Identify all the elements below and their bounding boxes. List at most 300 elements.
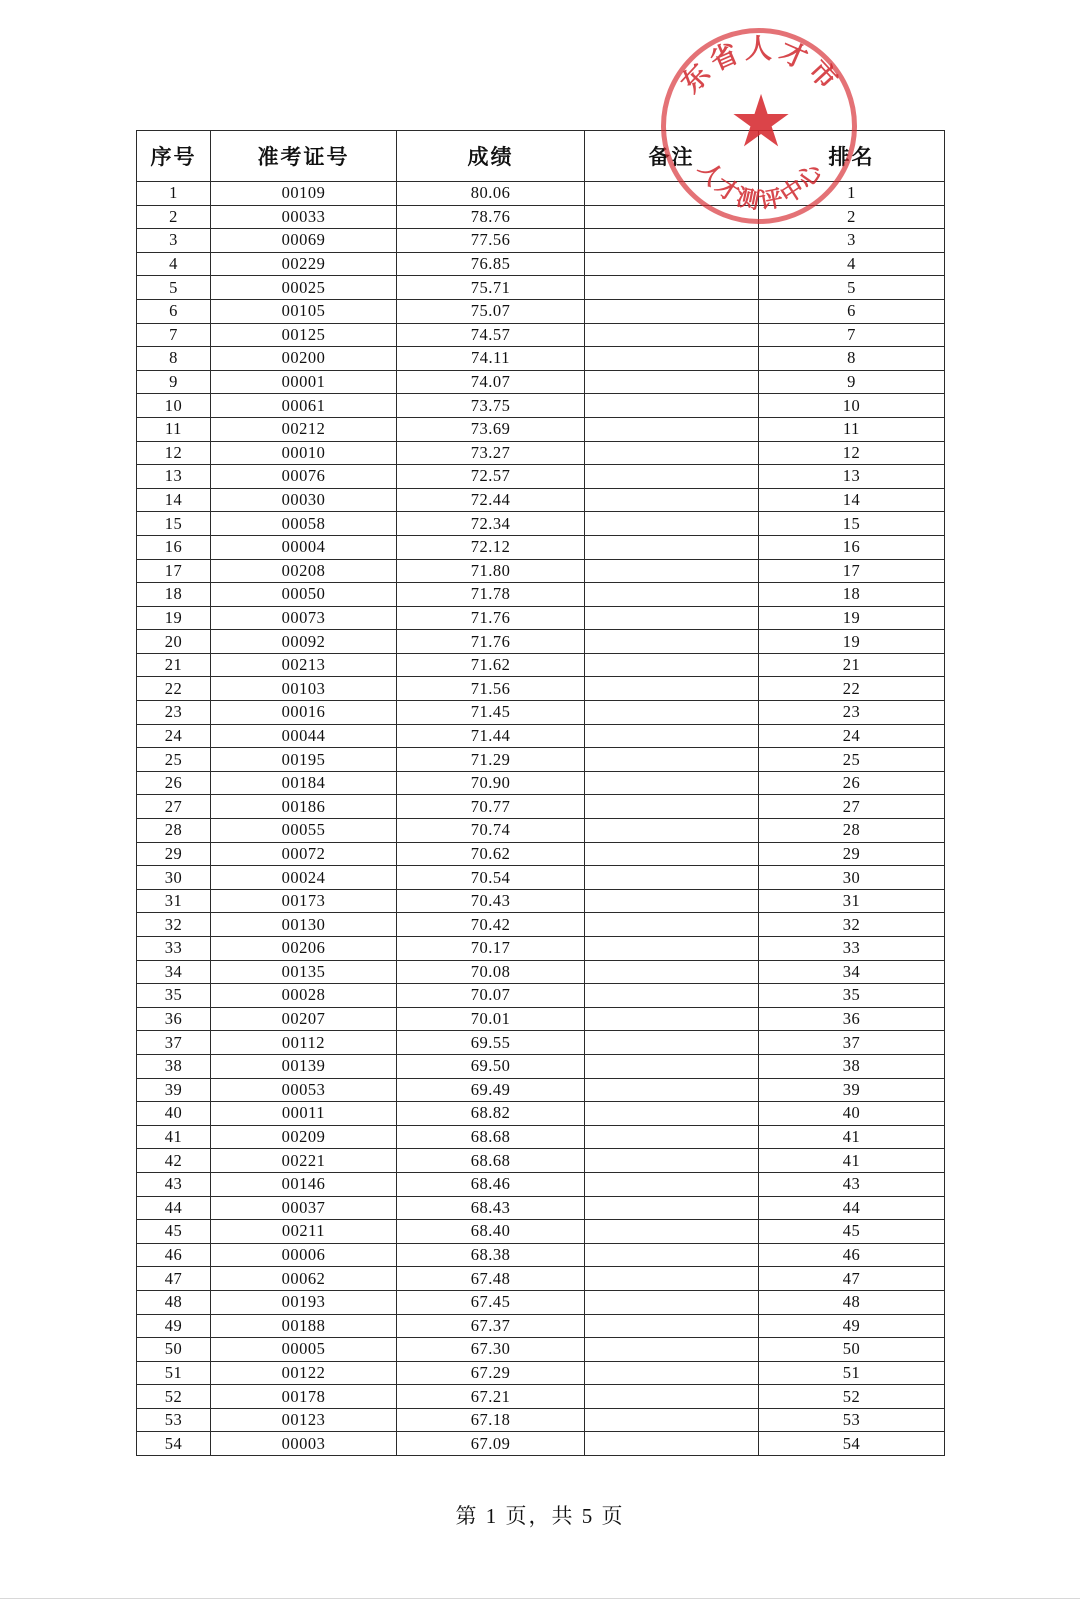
table-row [137, 1125, 945, 1149]
table-row [137, 488, 945, 512]
cell-index: 52 [137, 1385, 211, 1409]
seal-star-icon: ★ [728, 82, 794, 163]
cell-admission-number: 00005 [211, 1338, 397, 1362]
svg-text:人才测评中心: 人才测评中心 [693, 156, 829, 215]
cell-admission-number: 00050 [211, 583, 397, 607]
cell-admission-number: 00058 [211, 512, 397, 536]
table-row [137, 630, 945, 654]
cell-remark [585, 1267, 759, 1291]
cell-rank: 23 [759, 701, 945, 725]
cell-remark [585, 323, 759, 347]
column-header-index: 序号 [137, 131, 211, 182]
table-row [137, 465, 945, 489]
cell-score: 68.82 [397, 1102, 585, 1126]
table-row [137, 748, 945, 772]
cell-index: 36 [137, 1007, 211, 1031]
table-row [137, 417, 945, 441]
cell-rank: 53 [759, 1408, 945, 1432]
cell-remark [585, 984, 759, 1008]
table-row [137, 771, 945, 795]
cell-rank: 7 [759, 323, 945, 347]
cell-score: 68.68 [397, 1149, 585, 1173]
cell-admission-number: 00208 [211, 559, 397, 583]
cell-remark [585, 1361, 759, 1385]
cell-index: 19 [137, 606, 211, 630]
cell-admission-number: 00103 [211, 677, 397, 701]
cell-score: 72.44 [397, 488, 585, 512]
svg-text:东省人才市: 东省人才市 [675, 34, 847, 99]
cell-score: 68.43 [397, 1196, 585, 1220]
table-row [137, 323, 945, 347]
cell-remark [585, 1385, 759, 1409]
cell-index: 35 [137, 984, 211, 1008]
cell-index: 13 [137, 465, 211, 489]
cell-index: 40 [137, 1102, 211, 1126]
cell-rank: 49 [759, 1314, 945, 1338]
cell-score: 73.75 [397, 394, 585, 418]
cell-rank: 16 [759, 535, 945, 559]
cell-index: 53 [137, 1408, 211, 1432]
column-header-admission-number: 准考证号 [211, 131, 397, 182]
cell-admission-number: 00004 [211, 535, 397, 559]
cell-remark [585, 465, 759, 489]
cell-score: 74.11 [397, 347, 585, 371]
cell-rank: 41 [759, 1125, 945, 1149]
cell-index: 41 [137, 1125, 211, 1149]
cell-rank: 3 [759, 229, 945, 253]
cell-rank: 54 [759, 1432, 945, 1456]
cell-score: 74.57 [397, 323, 585, 347]
cell-remark [585, 512, 759, 536]
table-row [137, 819, 945, 843]
cell-remark [585, 724, 759, 748]
cell-score: 70.42 [397, 913, 585, 937]
cell-rank: 2 [759, 205, 945, 229]
cell-rank: 51 [759, 1361, 945, 1385]
cell-remark [585, 842, 759, 866]
cell-remark [585, 252, 759, 276]
cell-score: 73.69 [397, 417, 585, 441]
cell-remark [585, 583, 759, 607]
cell-remark [585, 937, 759, 961]
cell-score: 70.01 [397, 1007, 585, 1031]
table-row [137, 1267, 945, 1291]
cell-admission-number: 00001 [211, 370, 397, 394]
cell-remark [585, 1432, 759, 1456]
cell-index: 15 [137, 512, 211, 536]
cell-index: 8 [137, 347, 211, 371]
cell-score: 67.30 [397, 1338, 585, 1362]
cell-admission-number: 00184 [211, 771, 397, 795]
cell-index: 27 [137, 795, 211, 819]
table-header-row [137, 131, 945, 182]
cell-index: 48 [137, 1290, 211, 1314]
table-row [137, 866, 945, 890]
table-row [137, 1172, 945, 1196]
bottom-divider [0, 1598, 1080, 1599]
cell-remark [585, 1125, 759, 1149]
cell-remark [585, 535, 759, 559]
page-footer: 第 1 页，共 5 页 [455, 1504, 625, 1528]
cell-admission-number: 00076 [211, 465, 397, 489]
cell-remark [585, 417, 759, 441]
table-row [137, 1314, 945, 1338]
cell-index: 1 [137, 182, 211, 206]
cell-remark [585, 1314, 759, 1338]
cell-index: 38 [137, 1054, 211, 1078]
cell-remark [585, 748, 759, 772]
cell-admission-number: 00028 [211, 984, 397, 1008]
cell-rank: 40 [759, 1102, 945, 1126]
cell-admission-number: 00069 [211, 229, 397, 253]
cell-rank: 41 [759, 1149, 945, 1173]
cell-index: 45 [137, 1220, 211, 1244]
table-row [137, 205, 945, 229]
cell-admission-number: 00130 [211, 913, 397, 937]
cell-score: 75.07 [397, 299, 585, 323]
table-row [137, 1385, 945, 1409]
cell-index: 20 [137, 630, 211, 654]
cell-rank: 37 [759, 1031, 945, 1055]
table-row [137, 1243, 945, 1267]
cell-remark [585, 819, 759, 843]
cell-admission-number: 00229 [211, 252, 397, 276]
cell-admission-number: 00044 [211, 724, 397, 748]
cell-score: 70.74 [397, 819, 585, 843]
cell-score: 67.29 [397, 1361, 585, 1385]
cell-remark [585, 347, 759, 371]
cell-rank: 6 [759, 299, 945, 323]
cell-index: 2 [137, 205, 211, 229]
cell-remark [585, 1196, 759, 1220]
cell-score: 71.80 [397, 559, 585, 583]
table-row [137, 252, 945, 276]
cell-admission-number: 00125 [211, 323, 397, 347]
cell-rank: 44 [759, 1196, 945, 1220]
cell-score: 71.76 [397, 630, 585, 654]
cell-score: 73.27 [397, 441, 585, 465]
cell-rank: 39 [759, 1078, 945, 1102]
cell-admission-number: 00062 [211, 1267, 397, 1291]
cell-rank: 4 [759, 252, 945, 276]
cell-score: 71.45 [397, 701, 585, 725]
cell-rank: 35 [759, 984, 945, 1008]
cell-score: 67.45 [397, 1290, 585, 1314]
table-row [137, 535, 945, 559]
cell-rank: 27 [759, 795, 945, 819]
table-row [137, 1220, 945, 1244]
cell-score: 70.43 [397, 889, 585, 913]
cell-admission-number: 00213 [211, 653, 397, 677]
cell-index: 14 [137, 488, 211, 512]
cell-admission-number: 00061 [211, 394, 397, 418]
cell-score: 68.68 [397, 1125, 585, 1149]
cell-admission-number: 00212 [211, 417, 397, 441]
cell-remark [585, 677, 759, 701]
table-row [137, 960, 945, 984]
cell-score: 71.44 [397, 724, 585, 748]
cell-index: 18 [137, 583, 211, 607]
cell-score: 69.55 [397, 1031, 585, 1055]
cell-remark [585, 441, 759, 465]
cell-admission-number: 00207 [211, 1007, 397, 1031]
cell-remark [585, 1078, 759, 1102]
cell-index: 9 [137, 370, 211, 394]
cell-index: 46 [137, 1243, 211, 1267]
cell-admission-number: 00033 [211, 205, 397, 229]
table-row [137, 441, 945, 465]
cell-admission-number: 00105 [211, 299, 397, 323]
cell-remark [585, 1290, 759, 1314]
cell-rank: 36 [759, 1007, 945, 1031]
cell-index: 54 [137, 1432, 211, 1456]
cell-index: 43 [137, 1172, 211, 1196]
cell-remark [585, 1338, 759, 1362]
cell-admission-number: 00186 [211, 795, 397, 819]
cell-remark [585, 771, 759, 795]
cell-index: 30 [137, 866, 211, 890]
column-header-remark: 备注 [585, 131, 759, 182]
table-row [137, 1078, 945, 1102]
cell-score: 69.50 [397, 1054, 585, 1078]
cell-rank: 11 [759, 417, 945, 441]
cell-remark [585, 1243, 759, 1267]
cell-score: 78.76 [397, 205, 585, 229]
cell-admission-number: 00200 [211, 347, 397, 371]
cell-rank: 33 [759, 937, 945, 961]
cell-admission-number: 00025 [211, 276, 397, 300]
cell-index: 21 [137, 653, 211, 677]
cell-admission-number: 00006 [211, 1243, 397, 1267]
cell-admission-number: 00123 [211, 1408, 397, 1432]
cell-admission-number: 00011 [211, 1102, 397, 1126]
table-row [137, 842, 945, 866]
cell-index: 26 [137, 771, 211, 795]
cell-index: 12 [137, 441, 211, 465]
cell-index: 3 [137, 229, 211, 253]
cell-admission-number: 00139 [211, 1054, 397, 1078]
cell-admission-number: 00178 [211, 1385, 397, 1409]
table-row [137, 394, 945, 418]
table-row [137, 1361, 945, 1385]
cell-index: 22 [137, 677, 211, 701]
cell-rank: 18 [759, 583, 945, 607]
cell-remark [585, 370, 759, 394]
cell-admission-number: 00053 [211, 1078, 397, 1102]
cell-admission-number: 00209 [211, 1125, 397, 1149]
cell-remark [585, 1102, 759, 1126]
cell-admission-number: 00109 [211, 182, 397, 206]
cell-score: 70.17 [397, 937, 585, 961]
cell-score: 71.76 [397, 606, 585, 630]
cell-admission-number: 00188 [211, 1314, 397, 1338]
cell-score: 77.56 [397, 229, 585, 253]
table-row [137, 229, 945, 253]
table-row [137, 1054, 945, 1078]
table-row [137, 1338, 945, 1362]
cell-score: 70.62 [397, 842, 585, 866]
cell-admission-number: 00211 [211, 1220, 397, 1244]
cell-rank: 28 [759, 819, 945, 843]
cell-rank: 43 [759, 1172, 945, 1196]
cell-remark [585, 1220, 759, 1244]
cell-admission-number: 00193 [211, 1290, 397, 1314]
table-row [137, 701, 945, 725]
cell-admission-number: 00092 [211, 630, 397, 654]
score-table [136, 130, 945, 1456]
cell-remark [585, 559, 759, 583]
cell-rank: 29 [759, 842, 945, 866]
cell-index: 17 [137, 559, 211, 583]
table-header [137, 131, 945, 182]
table-row [137, 276, 945, 300]
cell-rank: 50 [759, 1338, 945, 1362]
cell-index: 23 [137, 701, 211, 725]
cell-index: 49 [137, 1314, 211, 1338]
cell-score: 71.62 [397, 653, 585, 677]
cell-rank: 24 [759, 724, 945, 748]
cell-rank: 14 [759, 488, 945, 512]
cell-index: 44 [137, 1196, 211, 1220]
cell-score: 68.38 [397, 1243, 585, 1267]
cell-rank: 48 [759, 1290, 945, 1314]
cell-score: 72.57 [397, 465, 585, 489]
cell-score: 72.34 [397, 512, 585, 536]
cell-score: 71.56 [397, 677, 585, 701]
cell-score: 72.12 [397, 535, 585, 559]
cell-admission-number: 00072 [211, 842, 397, 866]
cell-admission-number: 00122 [211, 1361, 397, 1385]
cell-admission-number: 00146 [211, 1172, 397, 1196]
table-row [137, 913, 945, 937]
cell-score: 67.18 [397, 1408, 585, 1432]
cell-index: 24 [137, 724, 211, 748]
cell-index: 10 [137, 394, 211, 418]
cell-rank: 1 [759, 182, 945, 206]
cell-score: 67.48 [397, 1267, 585, 1291]
table-row [137, 606, 945, 630]
cell-score: 76.85 [397, 252, 585, 276]
cell-remark [585, 276, 759, 300]
cell-score: 70.07 [397, 984, 585, 1008]
table-body [137, 182, 945, 1456]
cell-rank: 46 [759, 1243, 945, 1267]
cell-rank: 9 [759, 370, 945, 394]
cell-index: 50 [137, 1338, 211, 1362]
cell-index: 28 [137, 819, 211, 843]
cell-admission-number: 00037 [211, 1196, 397, 1220]
cell-admission-number: 00024 [211, 866, 397, 890]
table-row [137, 653, 945, 677]
cell-rank: 8 [759, 347, 945, 371]
cell-score: 67.09 [397, 1432, 585, 1456]
cell-remark [585, 1031, 759, 1055]
cell-remark [585, 1149, 759, 1173]
cell-rank: 45 [759, 1220, 945, 1244]
table-row [137, 1408, 945, 1432]
cell-rank: 26 [759, 771, 945, 795]
cell-admission-number: 00003 [211, 1432, 397, 1456]
cell-rank: 52 [759, 1385, 945, 1409]
table-row [137, 1007, 945, 1031]
table-row [137, 299, 945, 323]
cell-rank: 47 [759, 1267, 945, 1291]
cell-rank: 21 [759, 653, 945, 677]
table-row [137, 370, 945, 394]
cell-score: 68.40 [397, 1220, 585, 1244]
cell-score: 70.77 [397, 795, 585, 819]
cell-admission-number: 00016 [211, 701, 397, 725]
table-row [137, 559, 945, 583]
cell-admission-number: 00173 [211, 889, 397, 913]
cell-index: 47 [137, 1267, 211, 1291]
table-row [137, 347, 945, 371]
cell-index: 16 [137, 535, 211, 559]
cell-admission-number: 00010 [211, 441, 397, 465]
cell-rank: 32 [759, 913, 945, 937]
cell-rank: 10 [759, 394, 945, 418]
cell-score: 69.49 [397, 1078, 585, 1102]
column-header-score: 成绩 [397, 131, 585, 182]
cell-rank: 19 [759, 630, 945, 654]
cell-admission-number: 00073 [211, 606, 397, 630]
score-table-container [136, 130, 944, 1456]
table-row [137, 937, 945, 961]
cell-rank: 30 [759, 866, 945, 890]
cell-score: 71.29 [397, 748, 585, 772]
cell-remark [585, 795, 759, 819]
cell-index: 5 [137, 276, 211, 300]
cell-admission-number: 00135 [211, 960, 397, 984]
table-row [137, 583, 945, 607]
table-row [137, 889, 945, 913]
cell-index: 32 [137, 913, 211, 937]
cell-rank: 38 [759, 1054, 945, 1078]
cell-rank: 31 [759, 889, 945, 913]
cell-admission-number: 00221 [211, 1149, 397, 1173]
cell-admission-number: 00055 [211, 819, 397, 843]
table-row [137, 795, 945, 819]
cell-score: 70.08 [397, 960, 585, 984]
cell-index: 37 [137, 1031, 211, 1055]
cell-rank: 15 [759, 512, 945, 536]
cell-rank: 22 [759, 677, 945, 701]
cell-remark [585, 960, 759, 984]
cell-remark [585, 913, 759, 937]
cell-admission-number: 00195 [211, 748, 397, 772]
table-row [137, 1290, 945, 1314]
cell-remark [585, 653, 759, 677]
cell-index: 51 [137, 1361, 211, 1385]
cell-index: 39 [137, 1078, 211, 1102]
cell-remark [585, 1172, 759, 1196]
table-row [137, 1031, 945, 1055]
table-row [137, 1432, 945, 1456]
cell-index: 4 [137, 252, 211, 276]
cell-index: 42 [137, 1149, 211, 1173]
table-row [137, 1196, 945, 1220]
cell-remark [585, 1007, 759, 1031]
cell-remark [585, 606, 759, 630]
cell-rank: 17 [759, 559, 945, 583]
cell-remark [585, 229, 759, 253]
cell-admission-number: 00112 [211, 1031, 397, 1055]
cell-remark [585, 866, 759, 890]
table-row [137, 1149, 945, 1173]
cell-index: 34 [137, 960, 211, 984]
table-row [137, 1102, 945, 1126]
cell-rank: 5 [759, 276, 945, 300]
